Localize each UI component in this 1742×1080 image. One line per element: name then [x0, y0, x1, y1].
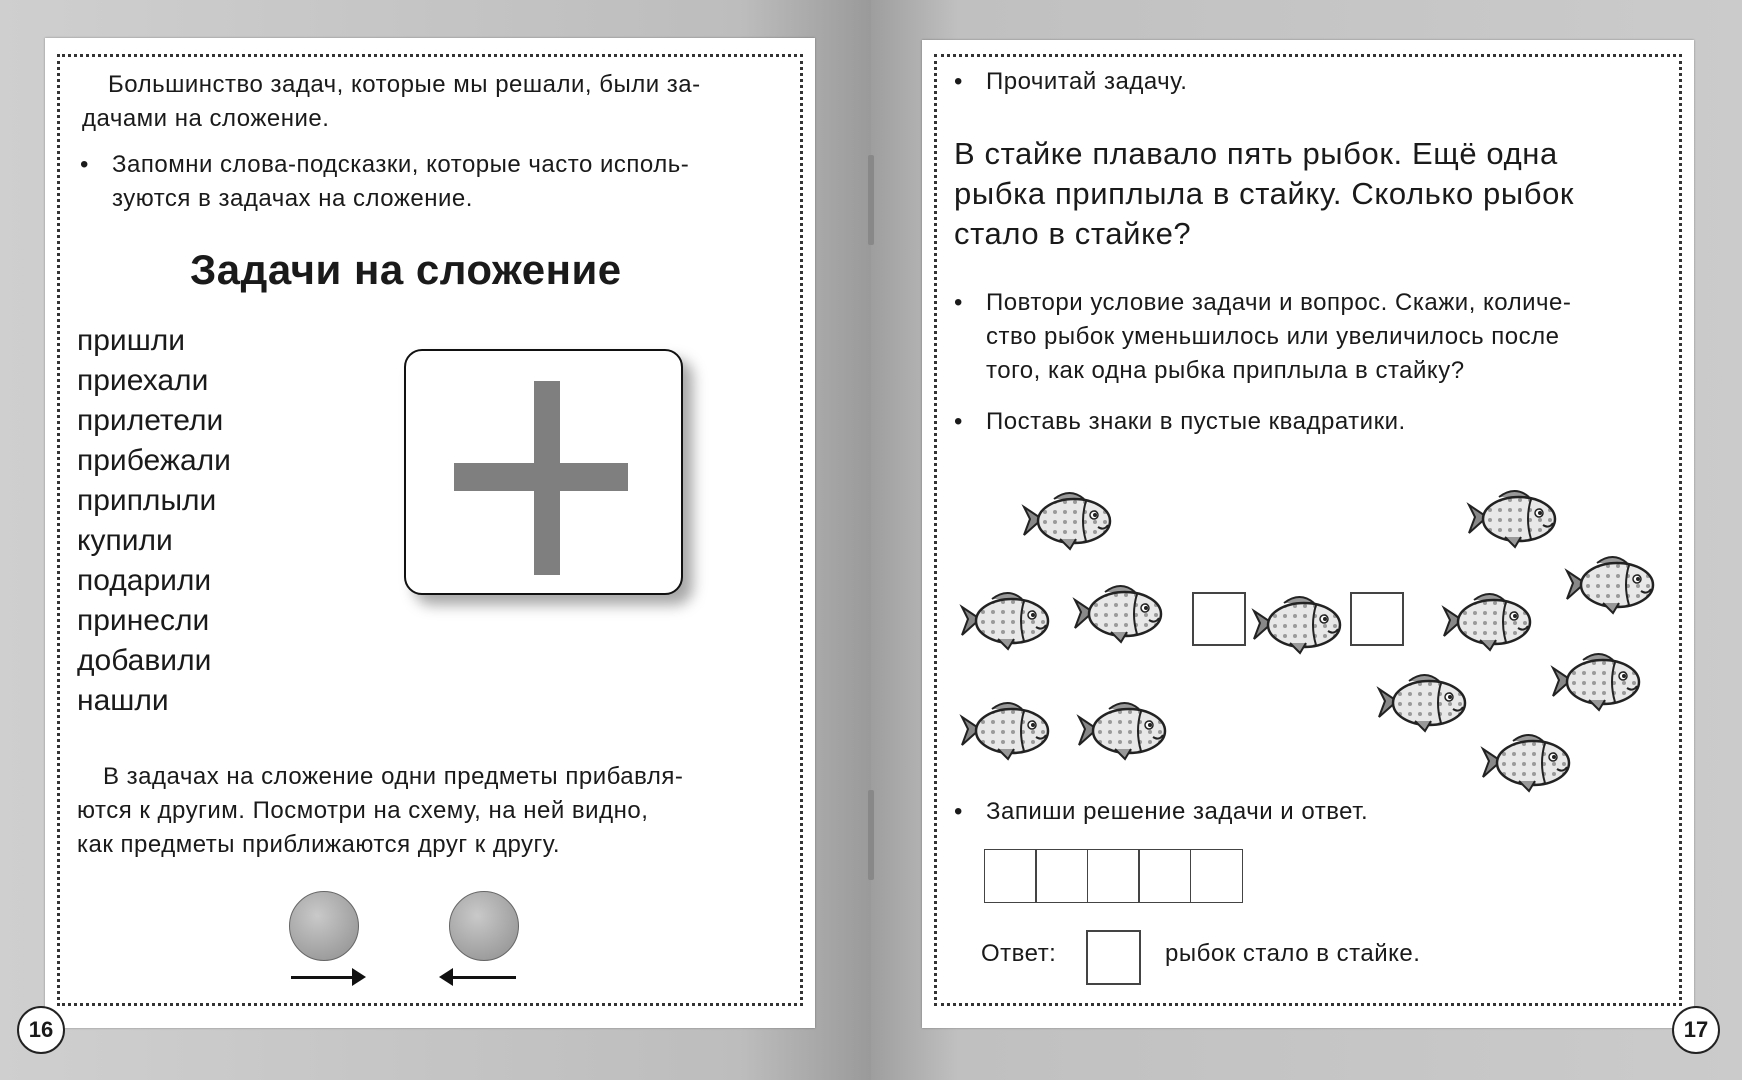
signs-bullet [986, 405, 1406, 439]
hint-word: принесли [77, 604, 210, 637]
answer-box[interactable] [1086, 930, 1141, 985]
task-text [954, 134, 1659, 254]
solution-cell[interactable] [1035, 849, 1088, 903]
plus-icon-horizontal [454, 463, 628, 491]
fish-icon [1549, 648, 1645, 712]
explanation-line-3: как предметы приближаются друг к другу. [77, 831, 561, 858]
read-task-text: • Прочитай задачу. [986, 65, 1187, 99]
solution-cell[interactable] [1087, 849, 1140, 903]
explanation-line-2: ются к другим. Посмотри на схему, на ней видно, [77, 797, 649, 824]
intro-text [82, 68, 788, 136]
arrowhead-right-icon [352, 968, 366, 986]
hint-words-bullet [112, 148, 792, 216]
repeat-line-2: ство рыбок уменьшилось или увеличилось после [986, 323, 1560, 350]
fish-icon [958, 587, 1054, 651]
solution-bullet-text: • Запиши решение задачи и ответ. [986, 795, 1368, 829]
fish-icon [1479, 729, 1575, 793]
intro-line-2: дачами на сложение. [82, 105, 330, 132]
staple-top [868, 155, 874, 245]
coin-icon-left [289, 891, 359, 961]
fish-icon [1250, 591, 1346, 655]
hint-word: приехали [77, 364, 209, 397]
plus-sign-card [404, 349, 683, 595]
fish-icon [1075, 697, 1171, 761]
hint-word: приплыли [77, 484, 217, 517]
task-line-3: стало в стайке? [954, 216, 1192, 251]
answer-suffix: рыбок стало в стайке. [1165, 940, 1421, 967]
fish-icon [1563, 551, 1659, 615]
repeat-line-3: того, как одна рыбка приплыла в стайку? [986, 357, 1465, 384]
fish-icon [1465, 485, 1561, 549]
page-number-left: 16 [17, 1006, 65, 1054]
hint-word: пришли [77, 324, 186, 357]
addition-explanation [77, 760, 787, 862]
arrow-right-icon [291, 976, 359, 979]
page-number-right: 17 [1672, 1006, 1720, 1054]
hint-word: купили [77, 524, 173, 557]
arrowhead-left-icon [439, 968, 453, 986]
hint-word: нашли [77, 684, 169, 717]
task-line-1: В стайке плавало пять рыбок. Ещё одна [954, 136, 1558, 171]
staple-bottom [868, 790, 874, 880]
solution-bullet [986, 795, 1368, 829]
fish-icon [1071, 580, 1167, 644]
sign-box-2[interactable] [1350, 592, 1404, 646]
solution-cell[interactable] [1138, 849, 1191, 903]
fish-icon [958, 697, 1054, 761]
read-task-bullet [986, 65, 1187, 99]
hint-words-list [77, 321, 231, 721]
repeat-line-1: • Повтори условие задачи и вопрос. Скажи, количе- [986, 286, 1666, 320]
section-title: Задачи на сложение [190, 246, 622, 293]
coin-icon-right [449, 891, 519, 961]
hint-word: подарили [77, 564, 212, 597]
answer-label: Ответ: [981, 940, 1057, 967]
arrow-left-icon [448, 976, 516, 979]
hint-bullet-line-1: • Запомни слова-подсказки, которые часто исполь- [112, 148, 792, 182]
hint-word: прибежали [77, 444, 231, 477]
solution-cells [985, 849, 1243, 903]
signs-bullet-text: • Поставь знаки в пустые квадратики. [986, 405, 1406, 439]
repeat-question-bullet [986, 286, 1666, 388]
fish-icon [1020, 487, 1116, 551]
task-line-2: рыбка приплыла в стайку. Сколько рыбок [954, 176, 1575, 211]
solution-cell[interactable] [1190, 849, 1243, 903]
solution-cell[interactable] [984, 849, 1037, 903]
fish-icon [1440, 588, 1536, 652]
explanation-line-1: В задачах на сложение одни предметы прибавля- [103, 763, 684, 790]
intro-line-1: Большинство задач, которые мы решали, были за- [108, 71, 701, 98]
hint-bullet-line-2: зуются в задачах на сложение. [112, 185, 473, 212]
fish-icon [1375, 669, 1471, 733]
hint-word: прилетели [77, 404, 224, 437]
sign-box-1[interactable] [1192, 592, 1246, 646]
hint-word: добавили [77, 644, 212, 677]
